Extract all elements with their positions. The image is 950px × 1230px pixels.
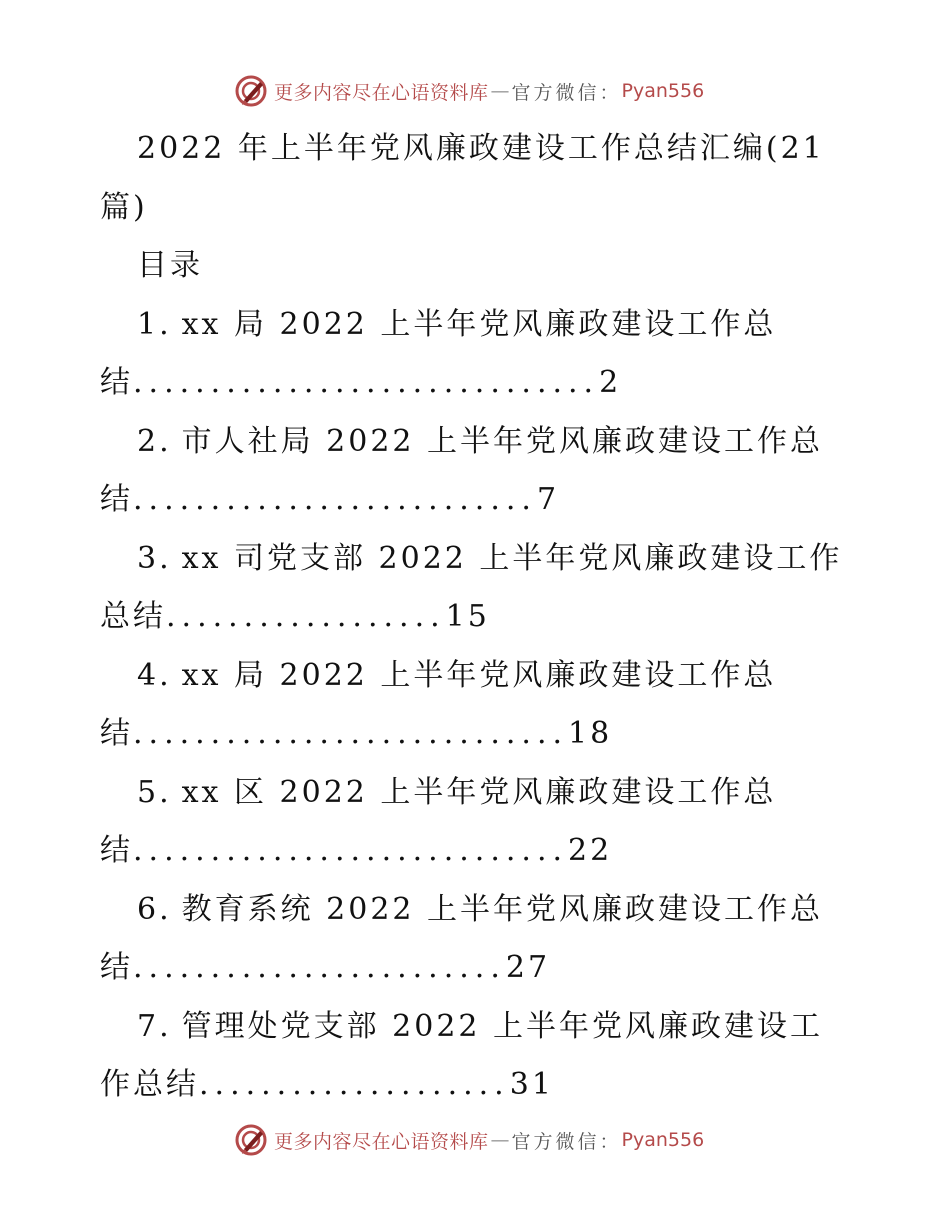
- toc-heading: 目录: [137, 248, 203, 283]
- toc-page-number: 7: [536, 482, 560, 517]
- toc-number: 7.: [137, 1008, 172, 1044]
- toc-title: xx 局 2022 上半年党风廉政建设工作总: [181, 306, 777, 342]
- toc-page-number: 27: [505, 950, 551, 985]
- toc-leader-dots: ....................: [199, 1067, 510, 1102]
- toc-number: 5.: [137, 774, 172, 810]
- toc-entry-6-continued: [100, 939, 860, 998]
- toc-title-end: 结: [100, 833, 133, 868]
- toc-title-end: 结: [100, 950, 133, 985]
- toc-leader-dots: ........................: [133, 950, 506, 985]
- watermark-label: 官方微信：: [511, 81, 622, 104]
- toc-entry-5: [100, 764, 860, 823]
- toc-title-end: 结: [100, 365, 133, 400]
- watermark-dash: —: [490, 80, 510, 102]
- toc-title: 管理处党支部 2022 上半年党风廉政建设工: [181, 1008, 824, 1044]
- watermark-text: 更多内容尽在心语资料库: [274, 81, 489, 104]
- watermark-dash: —: [490, 1129, 510, 1151]
- toc-title-end: 总结: [100, 599, 166, 634]
- toc-entry-6: [100, 881, 860, 940]
- toc-entry-7-continued: [100, 1056, 860, 1115]
- toc-title: xx 司党支部 2022 上半年党风廉政建设工作: [181, 540, 843, 576]
- toc-title: xx 区 2022 上半年党风廉政建设工作总: [181, 774, 777, 810]
- toc-entry-3-continued: [100, 588, 860, 647]
- toc-page-number: 18: [568, 716, 613, 751]
- pen-logo-icon: [234, 1123, 268, 1157]
- toc-number: 6.: [137, 891, 172, 927]
- toc-title-end: 结: [100, 716, 133, 751]
- toc-page-number: 2: [599, 365, 622, 400]
- toc-leader-dots: ............................: [133, 716, 569, 751]
- header-watermark: [234, 71, 754, 111]
- toc-leader-dots: ............................: [133, 833, 569, 868]
- toc-title-end: 结: [100, 482, 133, 517]
- toc-leader-dots: ..................: [166, 599, 446, 634]
- toc-entry-4: [100, 647, 860, 706]
- toc-entry-3: [100, 530, 860, 589]
- toc-title: xx 局 2022 上半年党风廉政建设工作总: [181, 657, 777, 693]
- pen-logo-icon: [234, 74, 268, 108]
- toc-number: 1.: [137, 306, 172, 342]
- toc-entry-5-continued: [100, 822, 860, 881]
- watermark-label: 官方微信：: [511, 1130, 622, 1153]
- toc-page-number: 31: [509, 1067, 554, 1102]
- watermark-wechat-id: Pyan556: [621, 1129, 705, 1151]
- toc-title: 教育系统 2022 上半年党风廉政建设工作总: [181, 891, 824, 927]
- toc-number: 2.: [137, 423, 172, 459]
- toc-page-number: 15: [445, 599, 490, 634]
- toc-entry-2: [100, 413, 860, 472]
- toc-leader-dots: ..............................: [133, 365, 600, 400]
- toc-entry-1-continued: [100, 354, 860, 413]
- toc-number: 3.: [137, 540, 172, 576]
- document-body: [100, 120, 860, 1115]
- document-title: 2022 年上半年党风廉政建设工作总结汇编(21: [137, 131, 825, 166]
- toc-entry-2-continued: [100, 471, 860, 530]
- toc-entry-4-continued: [100, 705, 860, 764]
- toc-leader-dots: ..........................: [133, 482, 537, 517]
- document-title-continued: 篇): [100, 189, 148, 225]
- toc-number: 4.: [137, 657, 172, 693]
- footer-watermark: [234, 1120, 754, 1160]
- watermark-text: 更多内容尽在心语资料库: [274, 1130, 489, 1153]
- toc-entry-7: [100, 998, 860, 1057]
- toc-title: 市人社局 2022 上半年党风廉政建设工作总: [181, 423, 824, 459]
- toc-entry-1: [100, 296, 860, 355]
- toc-page-number: 22: [568, 833, 613, 868]
- watermark-wechat-id: Pyan556: [621, 80, 705, 102]
- toc-title-end: 作总结: [100, 1067, 199, 1102]
